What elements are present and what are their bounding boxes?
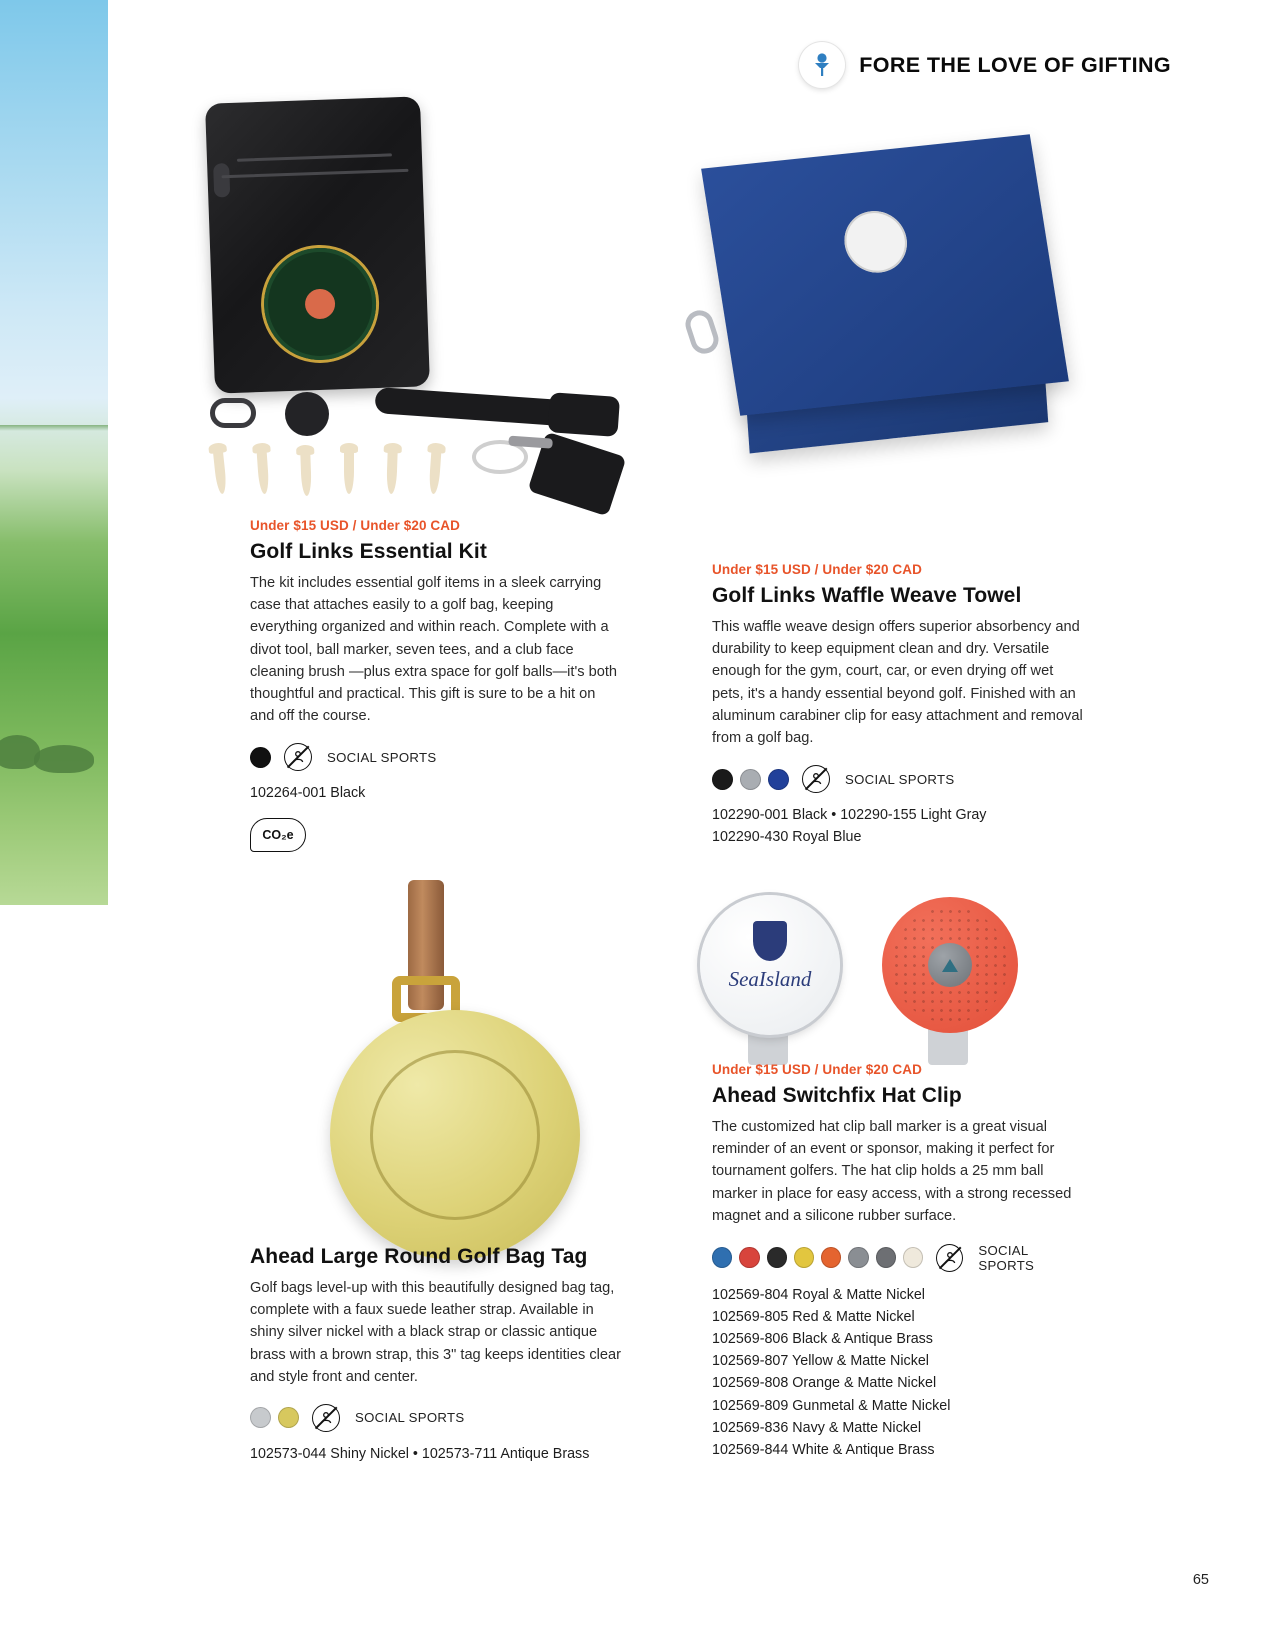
- engraved-ring: [370, 1050, 540, 1220]
- sku-line: 102264-001 Black: [250, 785, 366, 802]
- carabiner-shape: [210, 398, 256, 428]
- sku-line: 102573-044 Shiny Nickel • 102573-711 Antique Brass: [250, 1445, 590, 1462]
- golf-tee-shape: [300, 450, 312, 496]
- color-swatch-shiny-nickel[interactable]: [250, 1407, 271, 1428]
- color-swatch-row: [712, 1243, 1084, 1273]
- product-block-ahead-switchfix-hat-clip: [712, 1062, 1084, 1461]
- retractable-reel-shape: [285, 392, 329, 436]
- sku-line: 102290-001 Black • 102290-155 Light Gray: [712, 807, 987, 824]
- sku-line: 102290-430 Royal Blue: [712, 829, 862, 846]
- product-block-golf-links-waffle-weave-towel: [712, 562, 1084, 848]
- price-tag: Under $15 USD / Under $20 CAD: [712, 562, 922, 577]
- price-tag: Under $15 USD / Under $20 CAD: [712, 1062, 922, 1077]
- switchfix-clip-shape: [882, 897, 1018, 1033]
- color-swatch-light-gray[interactable]: [740, 769, 761, 790]
- color-swatch-row: [250, 743, 620, 771]
- product-image-ahead-switchfix-hat-clip: [700, 895, 1020, 1085]
- product-title: Ahead Large Round Golf Bag Tag: [250, 1245, 588, 1268]
- golf-tee-shape: [344, 448, 354, 494]
- product-block-golf-links-essential-kit: [250, 518, 620, 852]
- color-swatch-royal-blue[interactable]: [768, 769, 789, 790]
- golf-tee-shape: [386, 448, 398, 494]
- golf-tee-shape: [428, 448, 441, 495]
- club-brush-shape: [374, 387, 605, 429]
- page-title: FORE THE LOVE OF GIFTING: [859, 52, 1171, 77]
- sku-line: 102569-808 Orange & Matte Nickel: [712, 1375, 937, 1392]
- page-number: 65: [1192, 1572, 1209, 1588]
- triangle-icon: [942, 959, 958, 972]
- product-image-ahead-large-round-golf-bag-tag: [330, 880, 590, 1240]
- crest-emblem: [304, 288, 335, 319]
- sku-list: [712, 804, 1084, 848]
- no-social-media-icon: [284, 743, 312, 771]
- product-title: Ahead Switchfix Hat Clip: [712, 1084, 962, 1107]
- no-social-media-icon: [312, 1404, 340, 1432]
- social-sports-label: SOCIAL SPORTS: [355, 1410, 465, 1426]
- golf-tee-shape: [213, 448, 228, 495]
- page-header: [799, 42, 1171, 88]
- divot-tool-shape: [527, 432, 626, 517]
- color-swatch-white[interactable]: [903, 1247, 923, 1268]
- sku-line: 102569-807 Yellow & Matte Nickel: [712, 1353, 929, 1370]
- product-description: The customized hat clip ball marker is a great visual reminder of an event or sponsor, making it perfect for tournament golfers. The hat clip holds a 25 mm ball marker in place for easy access, with a strong recessed magnet and a silicone rubber surface.: [712, 1119, 1072, 1224]
- sku-line: 102569-844 White & Antique Brass: [712, 1441, 935, 1458]
- towel-embroidered-logo: [840, 208, 911, 276]
- zipper-pull-shape: [213, 163, 230, 198]
- color-swatch-navy[interactable]: [876, 1247, 896, 1268]
- color-swatch-row: [250, 1404, 622, 1432]
- product-description: This waffle weave design offers superior absorbency and durability to keep equipment clean and dry. Versatile enough for the gym, court, car, or even drying off wet pets, it's a handy essential beyond golf. Finished with an aluminum carabiner clip for easy attachment and removal from a golf bag.: [712, 619, 1083, 746]
- brush-head-shape: [547, 392, 620, 437]
- color-swatch-antique-brass[interactable]: [278, 1407, 299, 1428]
- co2e-icon: CO₂e: [250, 818, 306, 852]
- product-title: Golf Links Essential Kit: [250, 540, 487, 563]
- towel-front-shape: [701, 134, 1069, 415]
- color-swatch-black[interactable]: [712, 769, 733, 790]
- color-swatch-black[interactable]: [250, 747, 271, 768]
- color-swatch-red[interactable]: [739, 1247, 759, 1268]
- sku-line: 102569-809 Gunmetal & Matte Nickel: [712, 1397, 951, 1414]
- bag-tag-disc-shape: [330, 1010, 580, 1260]
- zipper-line: [222, 169, 409, 179]
- social-sports-label: SOCIAL SPORTS: [327, 749, 437, 765]
- product-description: Golf bags level-up with this beautifully designed bag tag, complete with a faux suede leather strap. Available in shiny silver nickel with a black strap or classic antique brass with a brown strap, this 3" tag keeps identities clear and style front and center.: [250, 1280, 622, 1385]
- sku-line: 102569-836 Navy & Matte Nickel: [712, 1419, 922, 1436]
- sku-line: 102569-806 Black & Antique Brass: [712, 1331, 933, 1348]
- product-image-golf-links-waffle-weave-towel: [680, 130, 1080, 530]
- no-social-media-icon: [936, 1244, 963, 1272]
- product-block-ahead-large-round-golf-bag-tag: [250, 1245, 622, 1465]
- color-swatch-yellow[interactable]: [794, 1247, 814, 1268]
- sku-line: 102569-804 Royal & Matte Nickel: [712, 1286, 925, 1303]
- sku-list: [712, 1284, 1084, 1461]
- product-title: Golf Links Waffle Weave Towel: [712, 584, 1022, 607]
- color-swatch-gunmetal[interactable]: [848, 1247, 868, 1268]
- social-sports-label: SOCIAL SPORTS: [845, 771, 955, 787]
- price-tag: Under $15 USD / Under $20 CAD: [250, 518, 460, 533]
- golf-tee-shape: [256, 448, 269, 495]
- golf-tee-icon: [799, 42, 845, 88]
- sku-line: 102569-805 Red & Matte Nickel: [712, 1309, 915, 1326]
- embroidered-crest: [262, 246, 378, 362]
- pouch-shape: [205, 96, 430, 393]
- tree-shape: [34, 745, 94, 773]
- product-image-golf-links-essential-kit: [0, 0, 680, 530]
- sku-list: [250, 1443, 622, 1465]
- color-swatch-orange[interactable]: [821, 1247, 841, 1268]
- carabiner-clip-icon: [682, 307, 722, 357]
- zipper-line: [237, 153, 392, 161]
- color-swatch-black[interactable]: [767, 1247, 787, 1268]
- sku-list: [250, 782, 620, 804]
- ball-marker-shape: [700, 895, 840, 1035]
- color-swatch-royal[interactable]: [712, 1247, 732, 1268]
- social-sports-label: SOCIAL SPORTS: [978, 1242, 1035, 1273]
- ball-marker-script-text: SeaIsland: [728, 967, 812, 991]
- no-social-media-icon: [802, 765, 830, 793]
- product-description: The kit includes essential golf items in a sleek carrying case that attaches easily to a golf bag, keeping everything organized and within reach. Complete with a divot tool, ball marker, seven tees, and a club face cleaning brush —plus extra space for golf balls—it's both thoughtful and practical. This gift is sure to be a hit on and off the course.: [250, 575, 618, 725]
- ball-marker-crest: [753, 921, 787, 961]
- magnet-center: [928, 943, 972, 987]
- color-swatch-row: [712, 765, 1084, 793]
